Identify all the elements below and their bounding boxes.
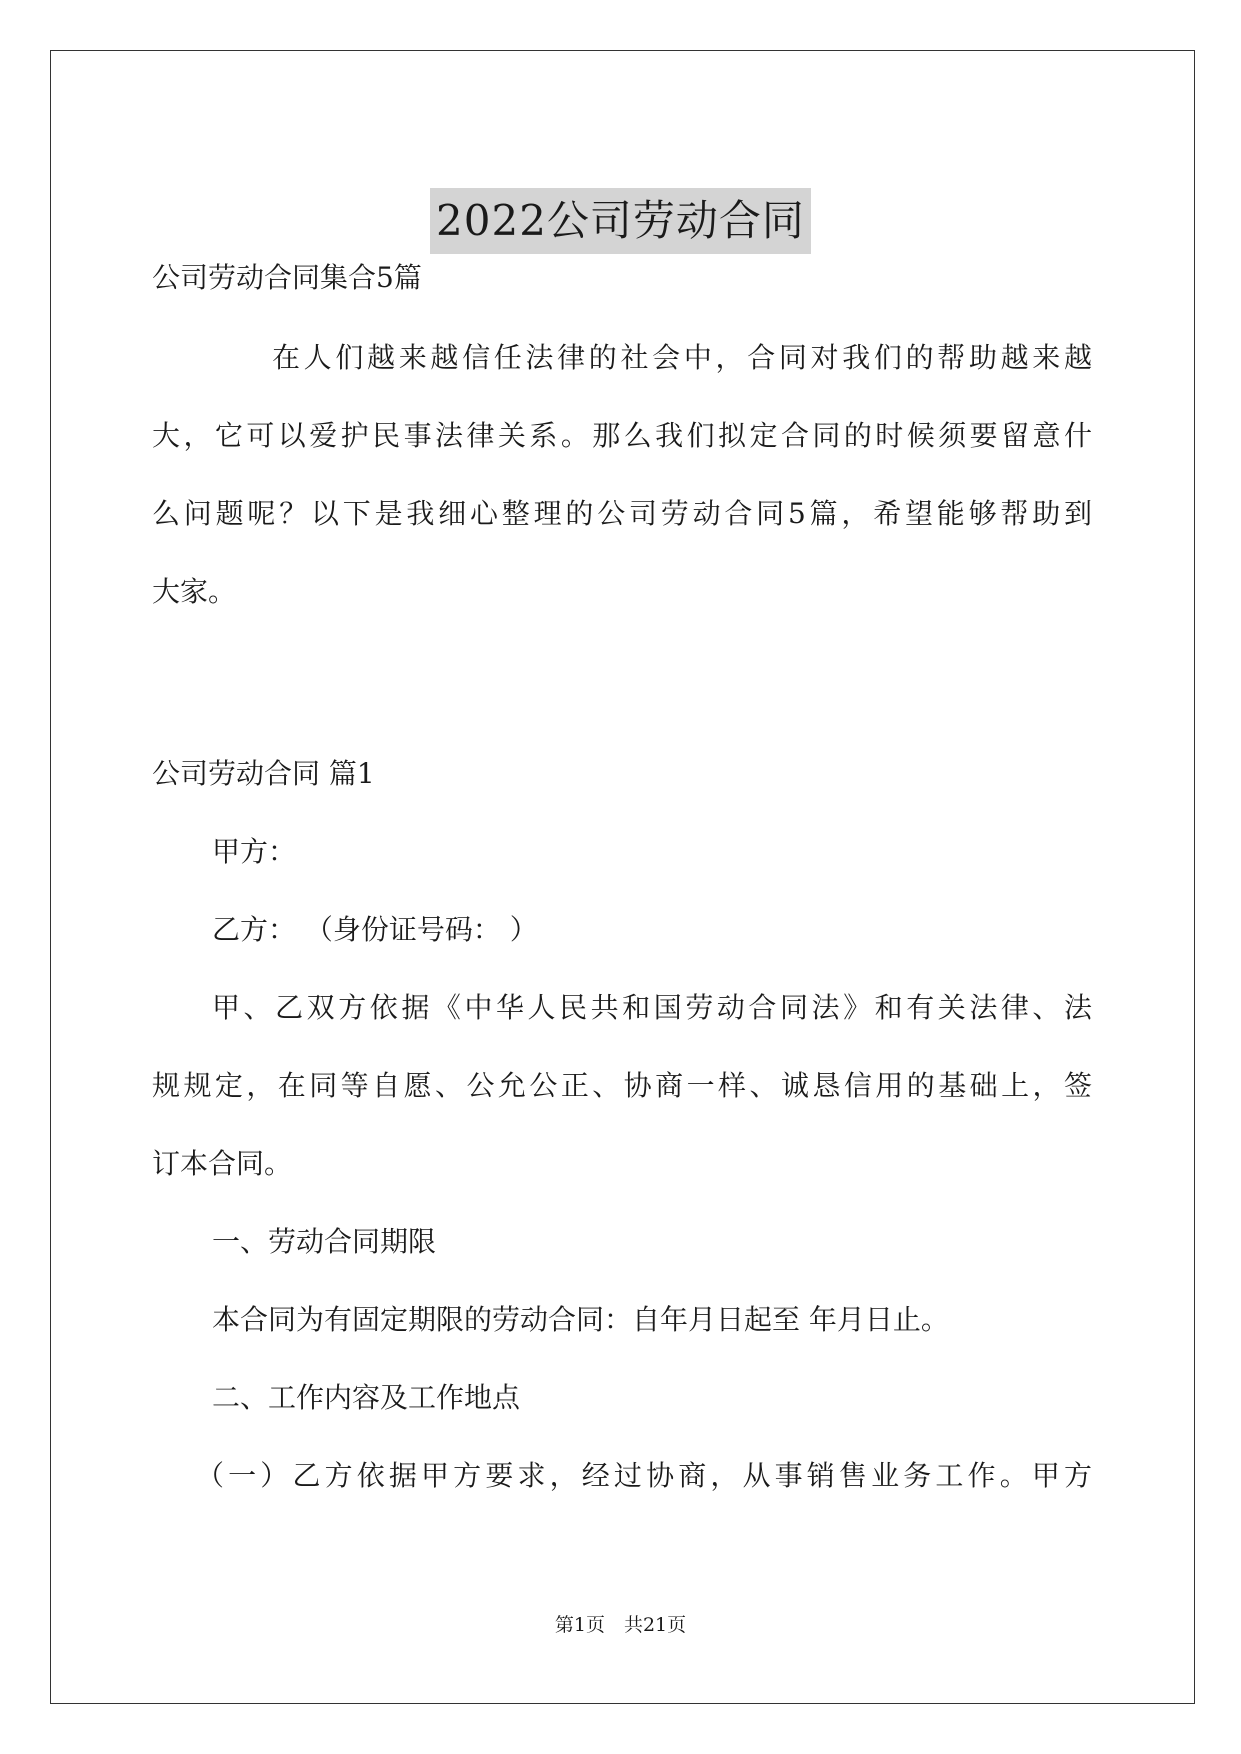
intro-paragraph-line-1: 在人们越来越信任法律的社会中，合同对我们的帮助越来越 [272,341,1092,374]
clause-1-body: 本合同为有固定期限的劳动合同：自年月日起至 年月日止。 [212,1303,949,1336]
party-b-line: 乙方： （身份证号码： ） [212,913,538,946]
clause-2-heading: 二、工作内容及工作地点 [212,1381,521,1414]
clause-1-heading: 一、劳动合同期限 [212,1225,437,1258]
section-heading-part-1: 公司劳动合同 篇1 [152,757,375,790]
basis-paragraph-line-2: 规规定，在同等自愿、公允公正、协商一样、诚恳信用的基础上，签 [152,1069,1092,1102]
basis-paragraph-line-1: 甲、乙双方依据《中华人民共和国劳动合同法》和有关法律、法 [212,991,1092,1024]
party-a-line: 甲方： [212,835,297,868]
basis-paragraph-line-3: 订本合同。 [152,1147,293,1180]
intro-heading: 公司劳动合同集合5篇 [152,261,422,294]
page-footer [0,1612,1241,1638]
clause-2-item-1: （一）乙方依据甲方要求，经过协商，从事销售业务工作。甲方 [196,1459,1092,1492]
page-number: 第1页 共21页 [554,1614,687,1636]
intro-paragraph-line-3: 么问题呢？以下是我细心整理的公司劳动合同5篇，希望能够帮助到 [152,497,1092,530]
document-title: 2022公司劳动合同 [430,188,811,254]
intro-paragraph-line-2: 大，它可以爱护民事法律关系。那么我们拟定合同的时候须要留意什 [152,419,1092,452]
intro-paragraph-line-4: 大家。 [152,575,237,608]
